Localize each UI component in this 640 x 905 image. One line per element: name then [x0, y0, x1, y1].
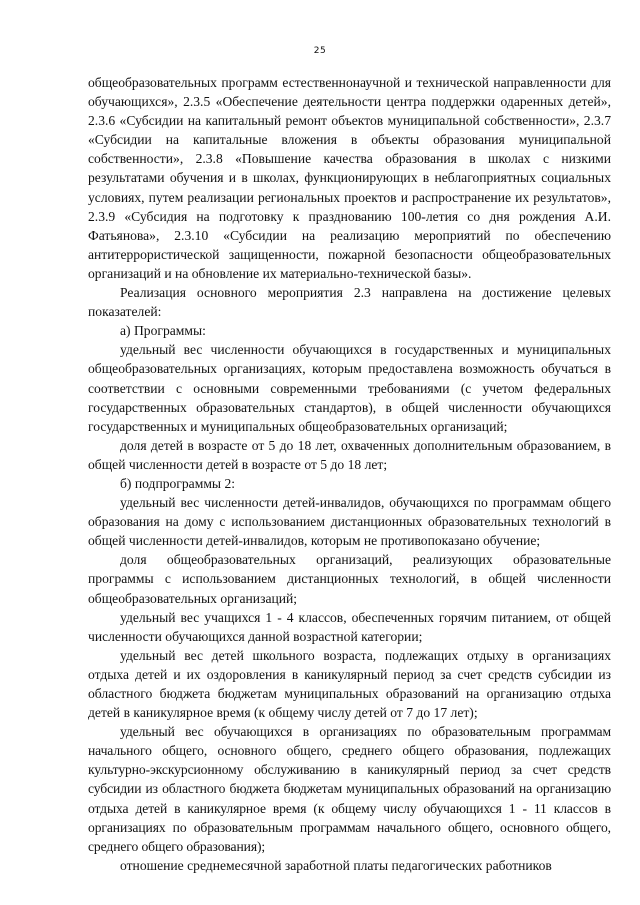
indicator-paragraph: удельный вес учащихся 1 - 4 классов, обеспеченных горячим питанием, от общей численности обучающихся данной возрастной категории;: [88, 609, 611, 644]
indicator-paragraph-continued: отношение среднемесячной заработной платы педагогических работников: [120, 857, 552, 873]
indicator-paragraph: доля детей в возрасте от 5 до 18 лет, охваченных дополнительным образованием, в общей численности детей в возрасте от 5 до 18 лет;: [88, 437, 611, 472]
indicator-paragraph: доля общеобразовательных организаций, реализующих образовательные программы с использованием дистанционных технологий, в общей численности общеобразовательных организаций;: [88, 552, 611, 606]
page-number: 25: [313, 46, 327, 56]
indicator-paragraph: удельный вес детей школьного возраста, подлежащих отдыху в организациях отдыха детей и их оздоровления в каникулярный период за счет средств субсидии из областного бюджета бюджетам муниципальных образований на организацию отдыха детей в каникулярное время (к общему числу детей от 7 до 17 лет);: [88, 647, 611, 721]
indicator-paragraph: удельный вес численности обучающихся в государственных и муниципальных общеобразовательных организациях, которым предоставлена возможность обучаться в соответствии с основными современными требованиями (с учетом федеральных государственных образовательных стандартов), в общей численности обучающихся государственных и муниципальных общеобразовательных организаций;: [88, 342, 611, 434]
indicator-paragraph: удельный вес обучающихся в организациях по образовательным программам начального общего, основного общего, среднего общего образования, подлежащих культурно-экскурсионному обслуживанию в каникулярный период за счет средств субсидии из областного бюджета бюджетам муниципальных образований на организацию отдыха детей в каникулярное время (к общему числу обучающихся 1 - 11 классов в организациях по образовательным программам начального общего, основного общего, среднего общего образования);: [88, 724, 611, 854]
document-body: [88, 73, 611, 875]
indicator-paragraph: удельный вес численности детей-инвалидов, обучающихся по программам общего образования на дому с использованием дистанционных образовательных технологий в общей численности детей-инвалидов, которым не противопоказано обучение;: [88, 495, 611, 549]
section-heading-programs: а) Программы:: [120, 323, 206, 339]
paragraph-intro: Реализация основного мероприятия 2.3 направлена на достижение целевых показателей:: [88, 285, 611, 320]
section-heading-subprograms: б) подпрограммы 2:: [120, 475, 236, 491]
paragraph-list-continuation: общеобразовательных программ естественнонаучной и технической направленности для обучающихся», 2.3.5 «Обеспечение деятельности центра поддержки одаренных детей», 2.3.6 «Субсидии на капитальный ремонт объектов муниципальной собственности», 2.3.7 «Субсидии на капитальные вложения в объекты образования муниципальной собственности», 2.3.8 «Повышение качества образования в школах с низкими результатами обучения и в школах, функционирующих в неблагоприятных социальных условиях, путем реализации региональных проектов и распространение их результатов», 2.3.9 «Субсидия на подготовку к празднованию 100-летия со дня рождения А.И. Фатьянова», 2.3.10 «Субсидии на реализацию мероприятий по обеспечению антитеррористической защищенности, пожарной безопасности общеобразовательных организаций и на обновление их материально-технической базы».: [88, 75, 611, 281]
